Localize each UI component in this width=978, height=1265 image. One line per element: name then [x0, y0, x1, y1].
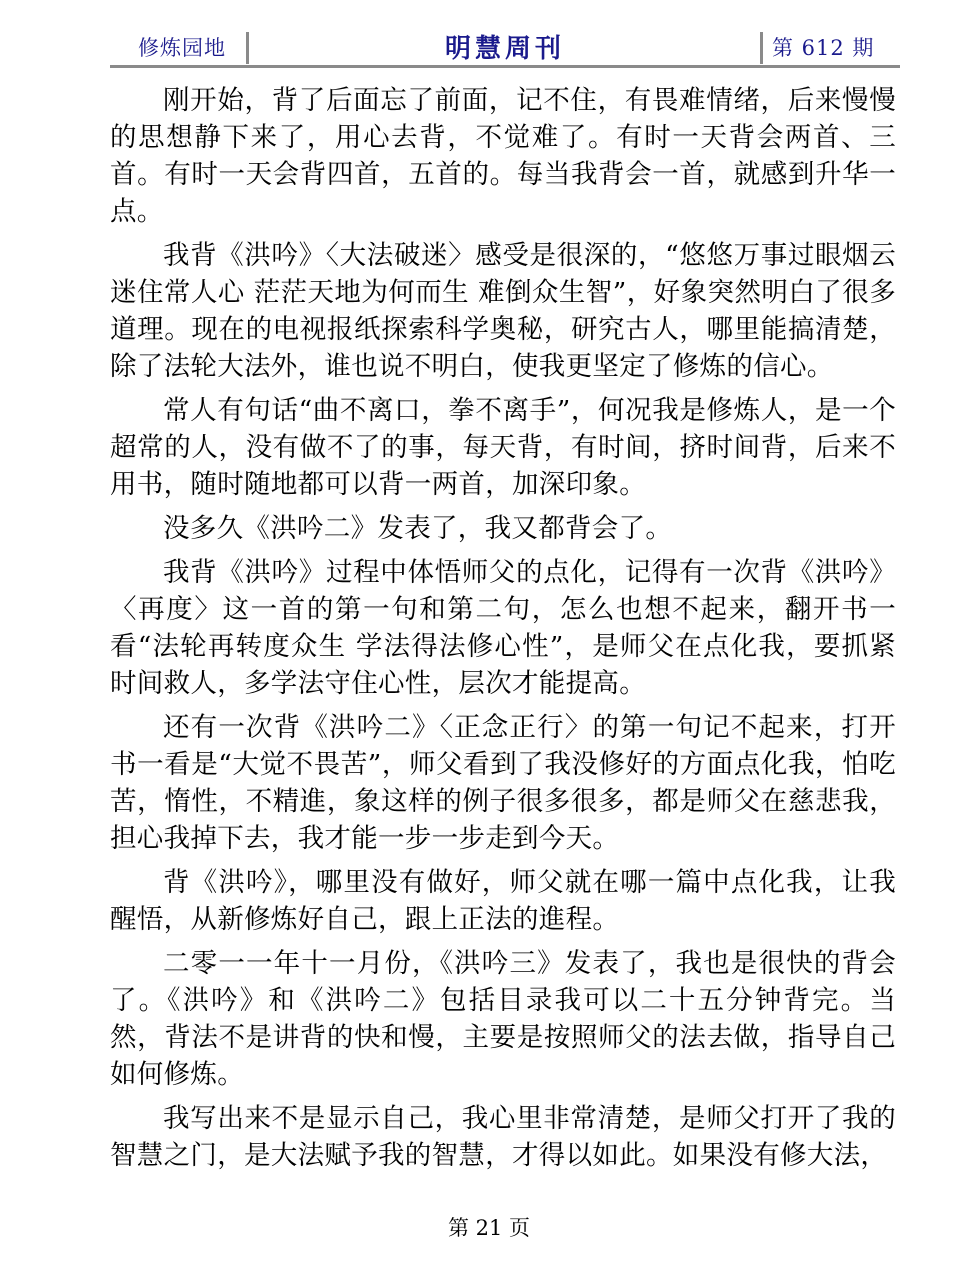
page-number: 第 21 页 — [447, 1216, 531, 1240]
paragraph: 刚开始，背了后面忘了前面，记不住，有畏难情绪，后来慢慢的思想静下来了，用心去背，不觉难了。有时一天背会两首、三首。有时一天会背四首，五首的。每当我背会一首，就感到升华一点。 — [110, 85, 896, 227]
header-separator-right — [760, 32, 763, 64]
section-name: 修炼园地 — [138, 36, 226, 60]
header-rule — [110, 65, 900, 68]
issue-number: 第 612 期 — [772, 36, 875, 60]
paragraph: 我背《洪吟》过程中体悟师父的点化，记得有一次背《洪吟》〈再度〉这一首的第一句和第二句，怎么也想不起来，翻开书一看“法轮再转度众生 学法得法修心性”，是师父在点化我，要抓紧时间救人，多学法守住心性，层次才能提高。 — [110, 557, 896, 699]
paragraph: 常人有句话“曲不离口，拳不离手”，何况我是修炼人，是一个超常的人，没有做不了的事，每天背，有时间，挤时间背，后来不用书，随时随地都可以背一两首，加深印象。 — [110, 395, 896, 500]
paragraph: 二零一一年十一月份，《洪吟三》发表了，我也是很快的背会了。《洪吟》和《洪吟二》包括目录我可以二十五分钟背完。当然，背法不是讲背的快和慢，主要是按照师父的法去做，指导自己如何修炼。 — [110, 948, 896, 1090]
paragraph: 我背《洪吟》〈大法破迷〉感受是很深的，“悠悠万事过眼烟云 迷住常人心 茫茫天地为何而生 难倒众生智”，好象突然明白了很多道理。现在的电视报纸探索科学奥秘，研究古人，哪里能搞清楚，除了法轮大法外，谁也说不明白，使我更坚定了修炼的信心。 — [110, 240, 896, 382]
article-body — [110, 82, 896, 1181]
paragraph: 我写出来不是显示自己，我心里非常清楚，是师父打开了我的智慧之门，是大法赋予我的智慧，才得以如此。如果没有修大法， — [110, 1103, 896, 1171]
paragraph: 背《洪吟》，哪里没有做好，师父就在哪一篇中点化我，让我醒悟，从新修炼好自己，跟上正法的進程。 — [110, 867, 896, 935]
paragraph: 没多久《洪吟二》发表了，我又都背会了。 — [163, 513, 673, 544]
paragraph: 还有一次背《洪吟二》〈正念正行〉的第一句记不起来，打开书一看是“大觉不畏苦”，师父看到了我没修好的方面点化我，怕吃苦，惰性，不精進，象这样的例子很多很多，都是师父在慈悲我，担心我掉下去，我才能一步一步走到今天。 — [110, 712, 896, 854]
page-header — [110, 28, 900, 66]
publication-title: 明慧周刊 — [444, 34, 565, 64]
